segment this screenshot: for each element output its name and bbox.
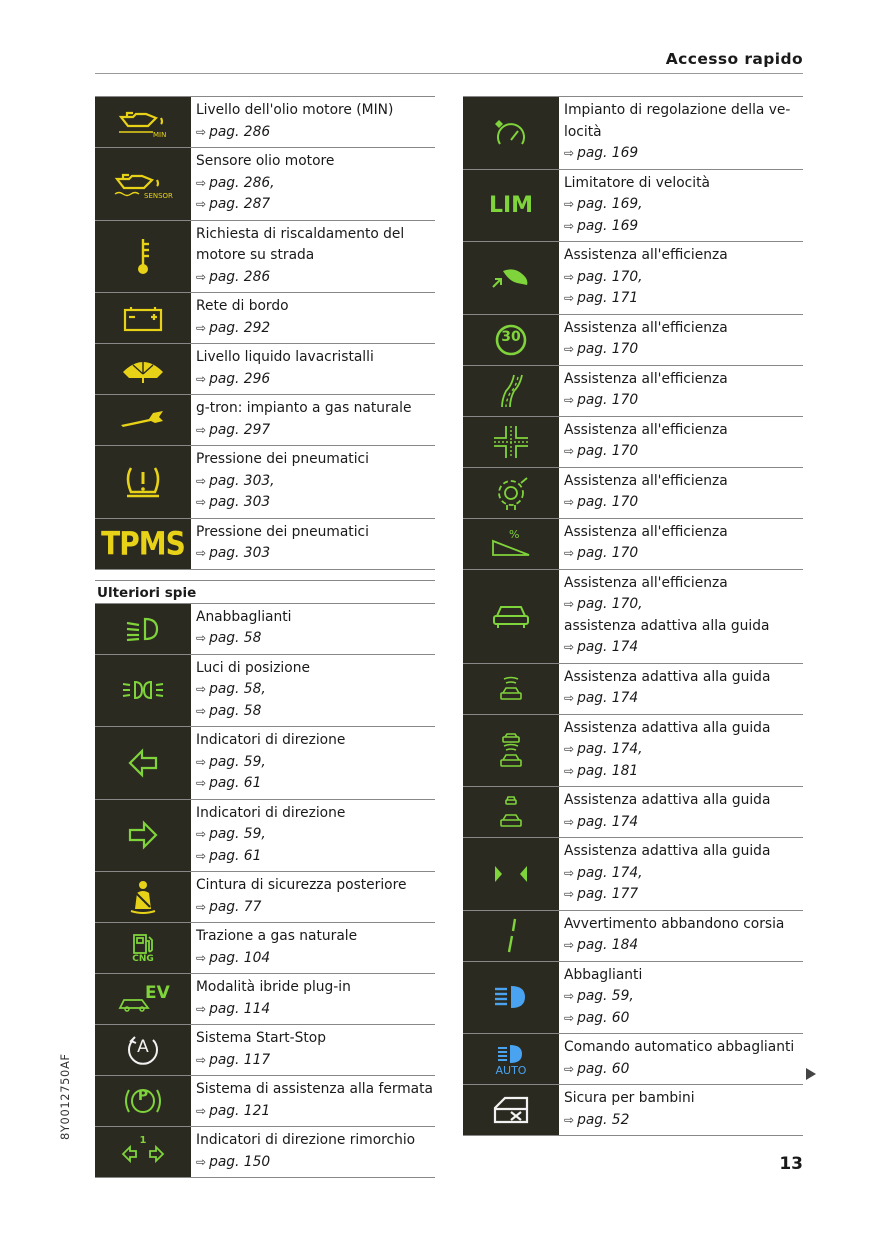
page-link[interactable]: ⇨ pag. 170 [564, 443, 639, 459]
row-title: Livello dell'olio motore (MIN) [196, 102, 394, 118]
table-row [95, 654, 435, 727]
left-column [95, 96, 435, 1178]
section-heading: Ulteriori spie [95, 580, 435, 604]
header-divider [95, 73, 803, 74]
page-link[interactable]: ⇨ pag. 59, [196, 826, 266, 842]
row-title: Cintura di sicurezza posteriore [196, 877, 407, 893]
auto-high-beam-icon-text: AUTO [495, 1063, 527, 1077]
row-title: Indicatori di direzione rimorchio [196, 1132, 416, 1148]
page-link[interactable]: ⇨ pag. 303, [196, 472, 275, 489]
page-link[interactable]: ⇨ pag. 286 [196, 268, 271, 285]
page-link[interactable]: ⇨ pag. 303 [196, 494, 271, 510]
row-title: g-tron: impianto a gas naturale [196, 400, 412, 416]
row-title: Assistenza adattiva alla guida [564, 719, 771, 736]
table-row [463, 910, 803, 961]
engine-heating-icon [95, 220, 191, 293]
row-title: Abbaglianti [564, 966, 643, 983]
row-title: Livello liquido lavacristalli [196, 349, 374, 365]
page-header-title: Accesso rapido [665, 50, 803, 68]
ev-icon [95, 974, 191, 1025]
position-lights-icon [95, 654, 191, 727]
table-row [463, 169, 803, 242]
page-link[interactable]: ⇨ pag. 150 [196, 1153, 271, 1170]
row-title: Limitatore di velocità [564, 174, 710, 191]
page-link[interactable]: ⇨ pag. 77 [196, 898, 262, 915]
page-link[interactable]: ⇨ pag. 117 [196, 1051, 271, 1068]
row-title: Assistenza all'efficienza [564, 247, 728, 263]
table-row [463, 663, 803, 714]
start-stop-icon [95, 1025, 191, 1076]
other-lights-table [95, 604, 435, 1179]
row-title: Anabbaglianti [196, 608, 292, 625]
slope-icon [463, 518, 559, 569]
speed-limit-icon-text: 30 [501, 328, 521, 345]
page-link[interactable]: ⇨ pag. 121 [196, 1102, 271, 1119]
page-link[interactable]: ⇨ pag. 59, [196, 753, 266, 770]
row-title: Sistema di assistenza alla fermata [196, 1081, 434, 1097]
cruise-control-icon [463, 97, 559, 170]
row-title: assistenza adattiva alla guida [564, 617, 770, 634]
page-link[interactable]: ⇨ pag. 170 [564, 392, 639, 408]
cng-icon-text: CNG [132, 953, 154, 964]
table-row [463, 1034, 803, 1085]
low-beam-icon [95, 604, 191, 655]
slope-icon-text: % [509, 527, 520, 541]
row-title: Assistenza all'efficienza [564, 574, 728, 591]
row-title: Assistenza all'efficienza [564, 472, 728, 489]
table-row [95, 872, 435, 923]
table-row [95, 923, 435, 974]
car-front-icon [463, 569, 559, 663]
trailer-turn-icon-text: 1 [139, 1135, 147, 1146]
page-link[interactable]: ⇨ pag. 169, [564, 196, 643, 212]
table-row [463, 838, 803, 911]
table-row [95, 799, 435, 872]
table-row [95, 604, 435, 655]
row-title: Comando automatico abbaglianti [564, 1039, 795, 1055]
row-title: Assistenza all'efficienza [564, 370, 728, 387]
row-title: Trazione a gas naturale [196, 928, 358, 944]
page-link[interactable]: ⇨ pag. 184 [564, 937, 639, 953]
oil-sensor-icon [95, 148, 191, 221]
document-code: 8Y0012750AF [58, 1053, 72, 1140]
page-link[interactable]: ⇨ pag. 59, [564, 988, 634, 1004]
table-row [95, 220, 435, 293]
tire-pressure-icon [95, 446, 191, 519]
seatbelt-icon [95, 872, 191, 923]
roundabout-icon [463, 467, 559, 518]
page-link[interactable]: ⇨ pag. 58 [196, 630, 262, 646]
right-column [463, 96, 803, 1136]
page-link[interactable]: ⇨ pag. 60 [564, 1060, 630, 1077]
row-title: Indicatori di direzione [196, 804, 346, 821]
row-title: Assistenza adattiva alla guida [564, 792, 771, 808]
table-row [95, 97, 435, 148]
page-link[interactable]: ⇨ pag. 61 [196, 847, 262, 864]
row-title: Assistenza adattiva alla guida [564, 843, 771, 859]
row-title: Sistema Start-Stop [196, 1030, 327, 1046]
page-link[interactable]: ⇨ pag. 174 [564, 639, 639, 655]
page-link[interactable]: ⇨ pag. 174 [564, 690, 639, 706]
page-number: 13 [779, 1154, 803, 1174]
table-row [463, 242, 803, 315]
row-title: locità [564, 123, 602, 140]
speed-limit-icon [463, 314, 559, 365]
table-row [95, 518, 435, 569]
curve-road-icon [463, 365, 559, 416]
row-title: Rete di bordo [196, 298, 289, 314]
table-row [463, 714, 803, 787]
page-link[interactable]: ⇨ pag. 52 [564, 1111, 630, 1128]
page-link[interactable]: ⇨ pag. 286, [196, 174, 275, 191]
table-row [463, 416, 803, 467]
page-link[interactable]: ⇨ pag. 170 [564, 545, 639, 561]
page-link[interactable]: ⇨ pag. 171 [564, 290, 639, 306]
row-title: Sensore olio motore [196, 153, 335, 169]
adaptive-two-cars-icon [463, 714, 559, 787]
table-row [463, 1085, 803, 1136]
table-row [95, 446, 435, 519]
row-title: Luci di posizione [196, 659, 310, 676]
page-link[interactable]: ⇨ pag. 174, [564, 864, 643, 881]
row-title: Assistenza all'efficienza [564, 421, 728, 438]
ev-icon-text: EV [145, 983, 170, 1003]
page-link[interactable]: ⇨ pag. 181 [564, 762, 639, 779]
start-stop-icon-text: A [137, 1037, 149, 1057]
turn-left-icon [95, 727, 191, 800]
svg-text:SENSOR: SENSOR [144, 191, 173, 200]
table-row [95, 293, 435, 344]
page-link[interactable]: ⇨ pag. 114 [196, 1000, 271, 1017]
table-row [95, 395, 435, 446]
page-link[interactable]: ⇨ pag. 61 [196, 775, 262, 791]
page-link[interactable]: ⇨ pag. 174, [564, 741, 643, 757]
cng-icon [95, 923, 191, 974]
table-row [463, 787, 803, 838]
page-link[interactable]: ⇨ pag. 296 [196, 370, 271, 387]
page-link[interactable]: ⇨ pag. 177 [564, 886, 639, 902]
tpms-icon [95, 518, 191, 569]
turn-right-icon [95, 799, 191, 872]
washer-fluid-icon [95, 344, 191, 395]
page-link[interactable]: ⇨ pag. 286 [196, 123, 271, 140]
lim-icon [463, 169, 559, 242]
svg-text:MIN: MIN [153, 131, 167, 139]
page-link[interactable]: ⇨ pag. 292 [196, 319, 271, 336]
adaptive-following-icon [463, 787, 559, 838]
row-title: Sicura per bambini [564, 1090, 695, 1106]
page-link[interactable]: ⇨ pag. 303 [196, 545, 271, 561]
lim-icon-text: LIM [488, 192, 534, 218]
lane-departure-icon [463, 910, 559, 961]
page-link[interactable]: ⇨ pag. 58, [196, 681, 266, 697]
page-link[interactable]: ⇨ pag. 169 [564, 145, 639, 161]
row-title: Avvertimento abbandono corsia [564, 915, 785, 932]
table-row [95, 727, 435, 800]
table-row [95, 1025, 435, 1076]
table-row [463, 961, 803, 1034]
table-row [463, 467, 803, 518]
battery-icon [95, 293, 191, 344]
row-title: motore su strada [196, 247, 315, 263]
tpms-icon-text: TPMS [101, 524, 185, 563]
adaptive-car-icon [463, 663, 559, 714]
wrench-icon [95, 395, 191, 446]
page-link[interactable]: ⇨ pag. 297 [196, 421, 271, 438]
high-beam-icon [463, 961, 559, 1034]
table-row [95, 1127, 435, 1178]
table-row [463, 97, 803, 170]
row-title: Richiesta di riscaldamento del [196, 225, 405, 242]
oil-min-icon [95, 97, 191, 148]
row-title: Pressione dei pneumatici [196, 451, 369, 467]
child-lock-icon [463, 1085, 559, 1136]
hold-assist-icon [95, 1076, 191, 1127]
table-row [95, 1076, 435, 1127]
page-link[interactable]: ⇨ pag. 287 [196, 196, 271, 212]
table-row [95, 344, 435, 395]
row-title: Pressione dei pneumatici [196, 523, 369, 540]
row-title: Indicatori di direzione [196, 732, 346, 748]
lane-markers-icon [463, 838, 559, 911]
table-row [463, 314, 803, 365]
row-title: Assistenza adattiva alla guida [564, 668, 771, 685]
intersection-icon [463, 416, 559, 467]
row-title: Modalità ibride plug-in [196, 979, 351, 995]
page-link[interactable]: ⇨ pag. 60 [564, 1009, 630, 1026]
page-link[interactable]: ⇨ pag. 104 [196, 949, 271, 966]
page-link[interactable]: ⇨ pag. 170 [564, 341, 639, 357]
row-title: Assistenza all'efficienza [564, 523, 728, 540]
hold-assist-icon-text: P [137, 1088, 149, 1104]
table-row [463, 518, 803, 569]
row-title: Impianto di regolazione della ve- [564, 102, 791, 118]
table-row [463, 365, 803, 416]
page-link[interactable]: ⇨ pag. 58 [196, 702, 262, 719]
auto-high-beam-icon [463, 1034, 559, 1085]
page-link[interactable]: ⇨ pag. 170, [564, 596, 643, 612]
row-title: Assistenza all'efficienza [564, 319, 728, 336]
table-row [95, 148, 435, 221]
efficiency-foot-icon [463, 242, 559, 315]
warning-lights-table [95, 96, 435, 570]
table-row [95, 974, 435, 1025]
trailer-turn-icon [95, 1127, 191, 1178]
table-row [463, 569, 803, 663]
page-link[interactable]: ⇨ pag. 169 [564, 217, 639, 234]
page-link[interactable]: ⇨ pag. 174 [564, 813, 639, 830]
continue-arrow-icon [806, 1068, 816, 1080]
assist-lights-table [463, 96, 803, 1136]
page-link[interactable]: ⇨ pag. 170, [564, 268, 643, 285]
page-link[interactable]: ⇨ pag. 170 [564, 494, 639, 510]
